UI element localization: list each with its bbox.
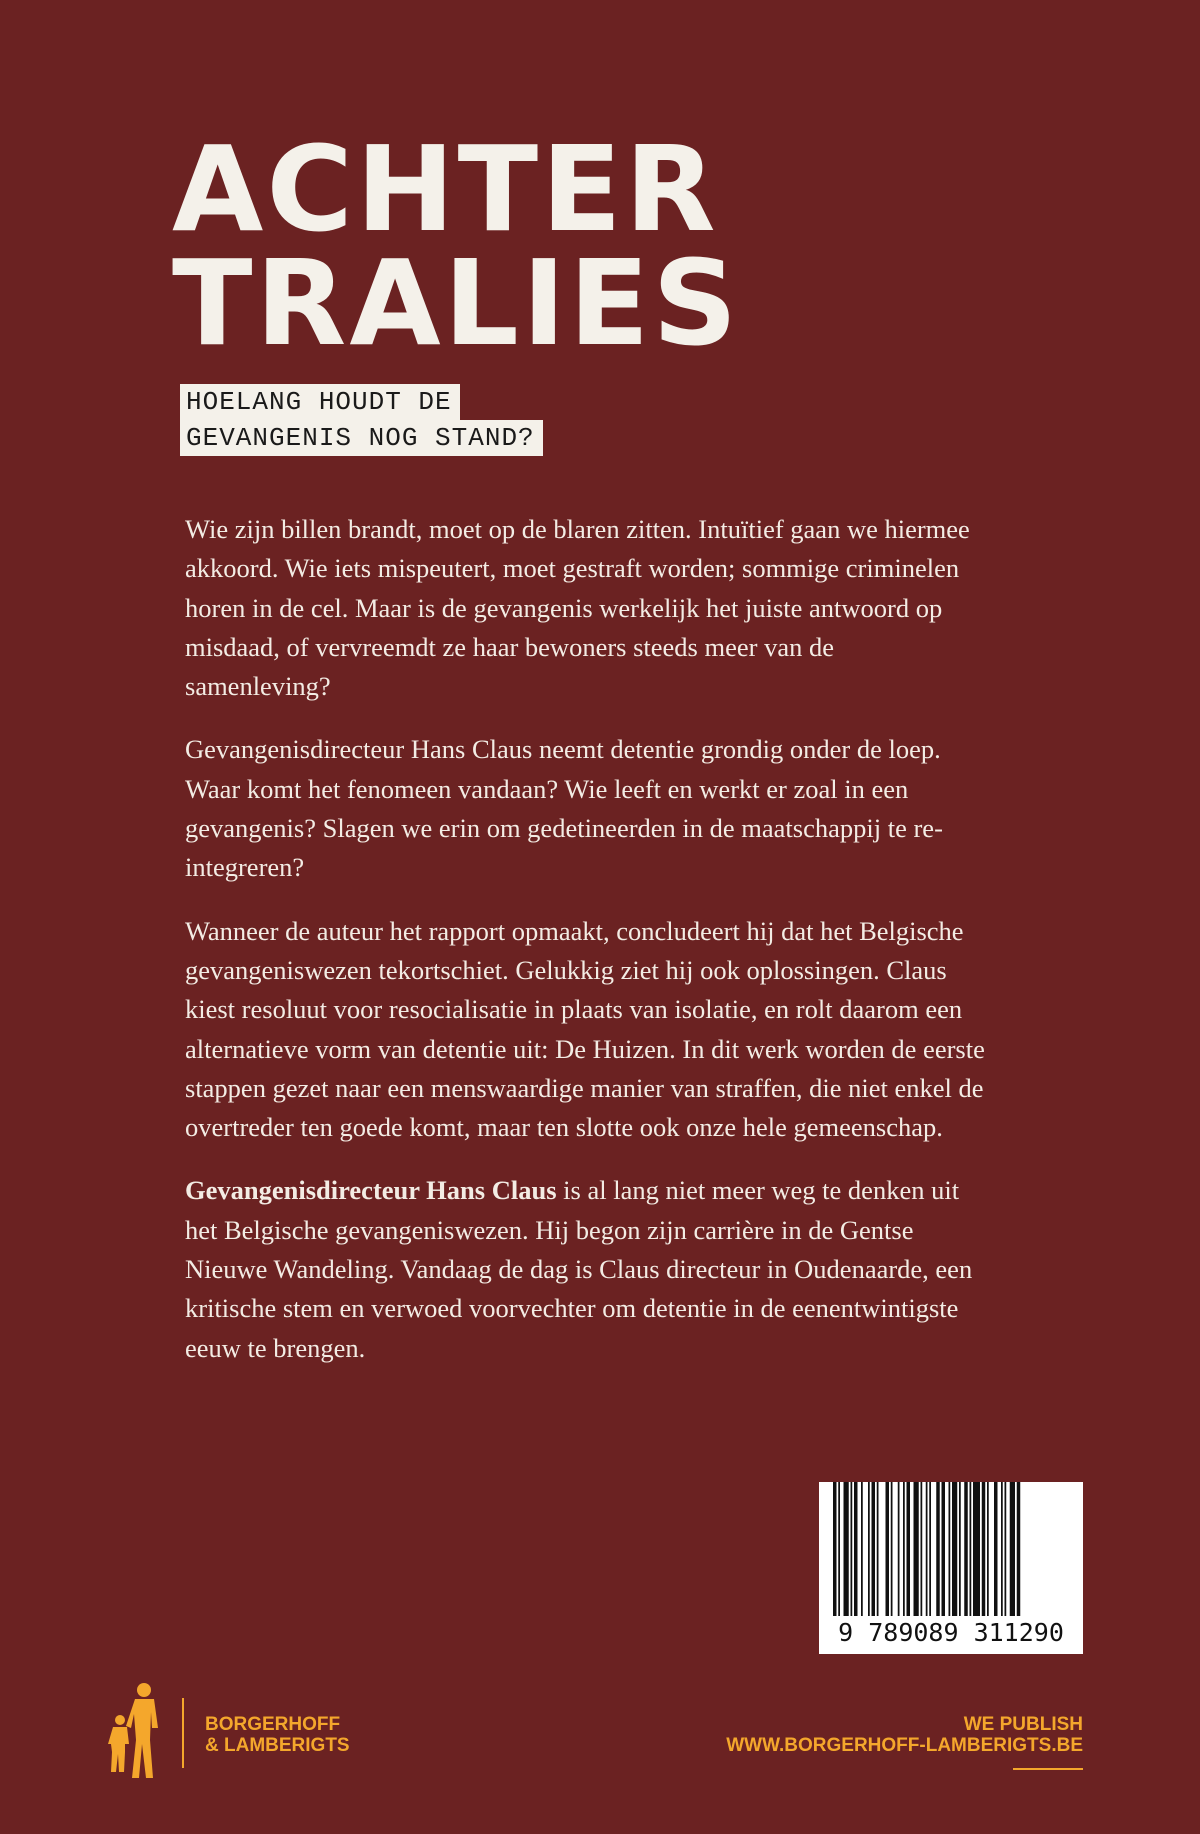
isbn-number: 9 789089 311290	[838, 1618, 1064, 1647]
barcode-bars	[833, 1482, 1069, 1616]
barcode-bar	[1001, 1482, 1003, 1616]
walking-figures-icon	[104, 1682, 168, 1782]
barcode-bar	[891, 1482, 893, 1616]
barcode-bar	[886, 1482, 890, 1616]
publisher-web	[726, 1714, 1083, 1756]
blurb-paragraph: Gevangenisdirecteur Hans Claus neemt detentie grondig onder de loep. Waar komt het fenomeen vandaan? Wie leeft en werkt er zoal in een gevangenis? Slagen we erin om gedetineerden in de maatschappij te re-integreren?	[185, 734, 943, 883]
blurb	[185, 510, 985, 1392]
barcode-bar	[861, 1482, 863, 1616]
blurb-paragraph: Wanneer de auteur het rapport opmaakt, concludeert hij dat het Belgische gevangeniswezen tekortschiet. Gelukkig ziet hij ook oplossingen. Claus kiest resoluut voor resocialisatie in plaats van isolatie, en rolt daarom een alternatieve vorm van detentie uit: De Huizen. In dit werk worden de eerste stappen gezet naar een menswaardige manier van straffen, die niet enkel de overtreder ten goede komt, maar ten slotte ook onze hele gemeenschap.	[185, 915, 985, 1143]
barcode-bar	[1017, 1482, 1021, 1616]
publisher-tagline: WE PUBLISH	[963, 1714, 1083, 1735]
barcode-bar	[1010, 1482, 1015, 1616]
author-bio	[185, 1171, 985, 1367]
logo-divider	[182, 1698, 184, 1768]
barcode-bar	[872, 1482, 876, 1616]
barcode-bar	[921, 1482, 923, 1616]
publisher-name	[205, 1714, 350, 1756]
barcode-bar	[982, 1482, 986, 1616]
barcode-bar	[851, 1482, 853, 1616]
barcode-bar	[877, 1482, 879, 1616]
publisher-name-line1: BORGERHOFF	[205, 1714, 341, 1735]
barcode-bar	[929, 1482, 931, 1616]
barcode-bar	[994, 1482, 998, 1616]
publisher-name-line2: & LAMBERIGTS	[205, 1735, 350, 1756]
book-subtitle	[180, 384, 543, 456]
barcode-bar	[1005, 1482, 1007, 1616]
subtitle-line1: HOELANG HOUDT DE	[180, 384, 460, 420]
book-title-line1: ACHTER	[172, 120, 719, 258]
barcode-bar	[952, 1482, 957, 1616]
website-underline	[1013, 1768, 1083, 1770]
barcode-bar	[973, 1482, 980, 1616]
barcode-bar	[987, 1482, 989, 1616]
blurb-paragraph: Wie zijn billen brandt, moet op de blaren zitten. Intuïtief gaan we hiermee akkoord. Wie iets mispeutert, moet gestraft worden; sommige criminelen horen in de cel. Maar is de gevangenis werkelijk het juiste antwoord op misdaad, of vervreemdt ze haar bewoners steeds meer van de samenleving?	[185, 514, 970, 702]
barcode-bar	[844, 1482, 849, 1616]
book-title	[172, 120, 741, 372]
barcode-bar	[914, 1482, 919, 1616]
barcode-bar	[854, 1482, 858, 1616]
barcode-bar	[903, 1482, 905, 1616]
publisher-website: WWW.BORGERHOFF-LAMBERIGTS.BE	[726, 1735, 1083, 1756]
isbn-barcode	[819, 1482, 1083, 1654]
barcode-bar	[970, 1482, 972, 1616]
barcode-bar	[959, 1482, 961, 1616]
barcode-bar	[949, 1482, 951, 1616]
barcode-bar	[898, 1482, 900, 1616]
author-bio-text: is al lang niet meer weg te denken uit het Belgische gevangeniswezen. Hij begon zijn carrière in de Gentse Nieuwe Wandeling. Vandaag de dag is Claus directeur in Oudenaarde, een kritische stem en verwoed voorvechter om detentie in de eenentwintigste eeuw te brengen.	[185, 1175, 973, 1363]
barcode-bar	[936, 1482, 940, 1616]
barcode-bar	[964, 1482, 968, 1616]
subtitle-line2: GEVANGENIS NOG STAND?	[180, 420, 543, 456]
barcode-bar	[868, 1482, 870, 1616]
barcode-bar	[907, 1482, 911, 1616]
barcode-bar	[926, 1482, 928, 1616]
book-title-line2: TRALIES	[172, 234, 741, 372]
barcode-bar	[833, 1482, 837, 1616]
author-bio-intro: Gevangenisdirecteur Hans Claus	[185, 1175, 557, 1206]
barcode-bar	[942, 1482, 946, 1616]
barcode-bar	[838, 1482, 840, 1616]
